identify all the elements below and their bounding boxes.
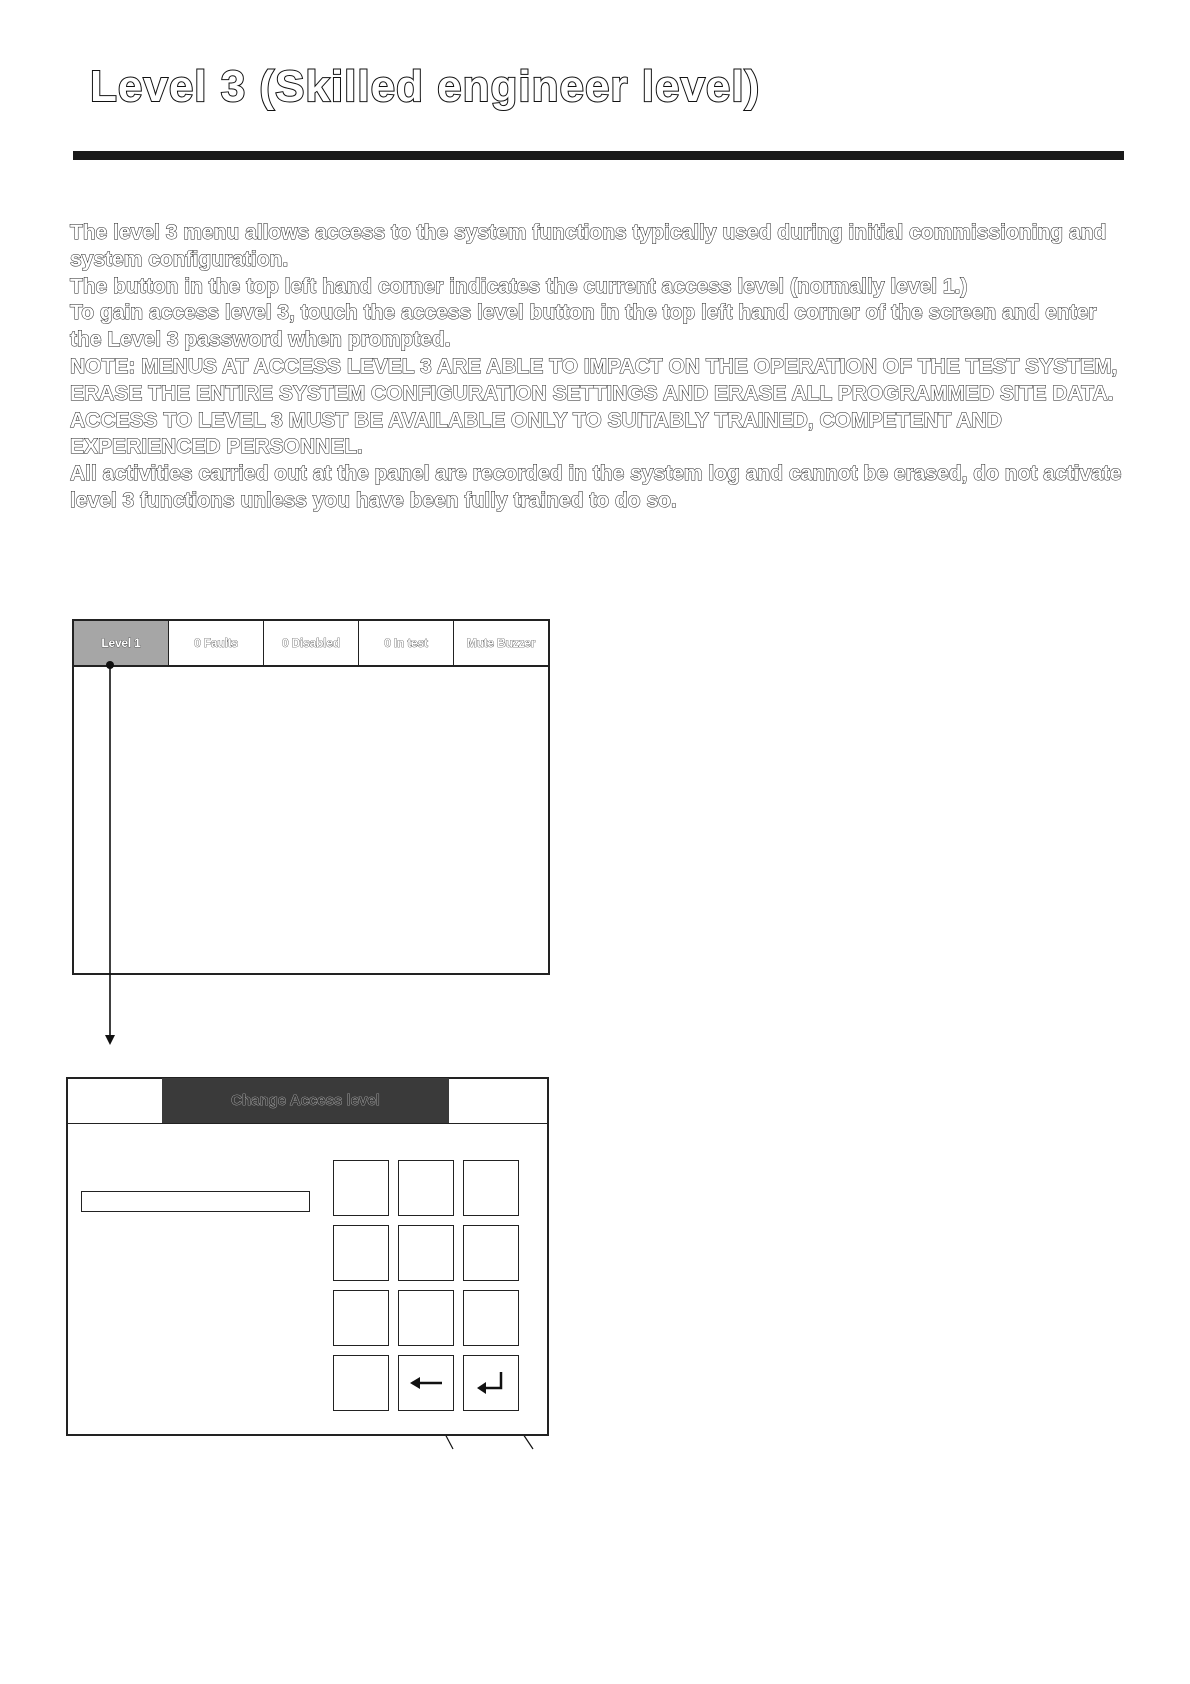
keypad-key[interactable] <box>398 1225 454 1281</box>
keypad-key[interactable] <box>333 1160 389 1216</box>
keypad-key[interactable] <box>463 1290 519 1346</box>
password-input[interactable] <box>81 1191 310 1212</box>
faults-button[interactable]: 0 Faults <box>169 621 264 665</box>
intro-paragraph: The button in the top left hand corner indicates the current access level (normally level 1.) <box>70 274 968 298</box>
access-level-button[interactable]: Level 1 <box>74 621 169 665</box>
intro-paragraph: All activities carried out at the panel are recorded in the system log and cannot be erased, do not activate level 3 functions unless you have been fully trained to do so. <box>70 462 1122 512</box>
keypad <box>333 1160 519 1411</box>
keypad-key[interactable] <box>333 1355 389 1411</box>
access-screen-header <box>68 1079 547 1124</box>
keypad-key[interactable] <box>463 1225 519 1281</box>
title-rule <box>73 151 1124 160</box>
disabled-button[interactable]: 0 Disabled <box>264 621 359 665</box>
intro-paragraph: The level 3 menu allows access to the system functions typically used during initial commissioning and system configuration. <box>70 221 1107 271</box>
keypad-key[interactable] <box>398 1290 454 1346</box>
mute-buzzer-button[interactable]: Mute Buzzer <box>466 636 536 650</box>
enter-icon <box>471 1368 511 1398</box>
page-title: Level 3 (Skilled engineer level) <box>90 62 761 111</box>
status-tab-bar <box>74 621 548 667</box>
in-test-button[interactable]: 0 In test <box>359 621 454 665</box>
keypad-key[interactable] <box>463 1160 519 1216</box>
keypad-key[interactable] <box>333 1225 389 1281</box>
warning-paragraph: ACCESS TO LEVEL 3 MUST BE AVAILABLE ONLY TO SUITABLY TRAINED, COMPETENT AND EXPERIENCED PERSONNEL. <box>70 408 1002 459</box>
change-access-screen <box>66 1077 549 1436</box>
keypad-key[interactable] <box>398 1160 454 1216</box>
backspace-button[interactable] <box>398 1355 454 1411</box>
intro-text <box>70 220 1130 515</box>
backspace-icon <box>406 1368 446 1398</box>
keypad-key[interactable] <box>333 1290 389 1346</box>
access-screen-title: Change Access level <box>162 1078 449 1123</box>
enter-button[interactable] <box>463 1355 519 1411</box>
status-screen <box>72 619 550 975</box>
note-paragraph: NOTE: MENUS AT ACCESS LEVEL 3 ARE ABLE TO IMPACT ON THE OPERATION OF THE TEST SYSTEM, ERASE THE ENTIRE SYSTEM CONFIGURATION SETTINGS AND ERASE ALL PROGRAMMED SITE DATA. <box>70 354 1118 405</box>
intro-paragraph: To gain access level 3, touch the access level button in the top left hand corner of the screen and enter the Level 3 password when prompted. <box>70 301 1097 352</box>
